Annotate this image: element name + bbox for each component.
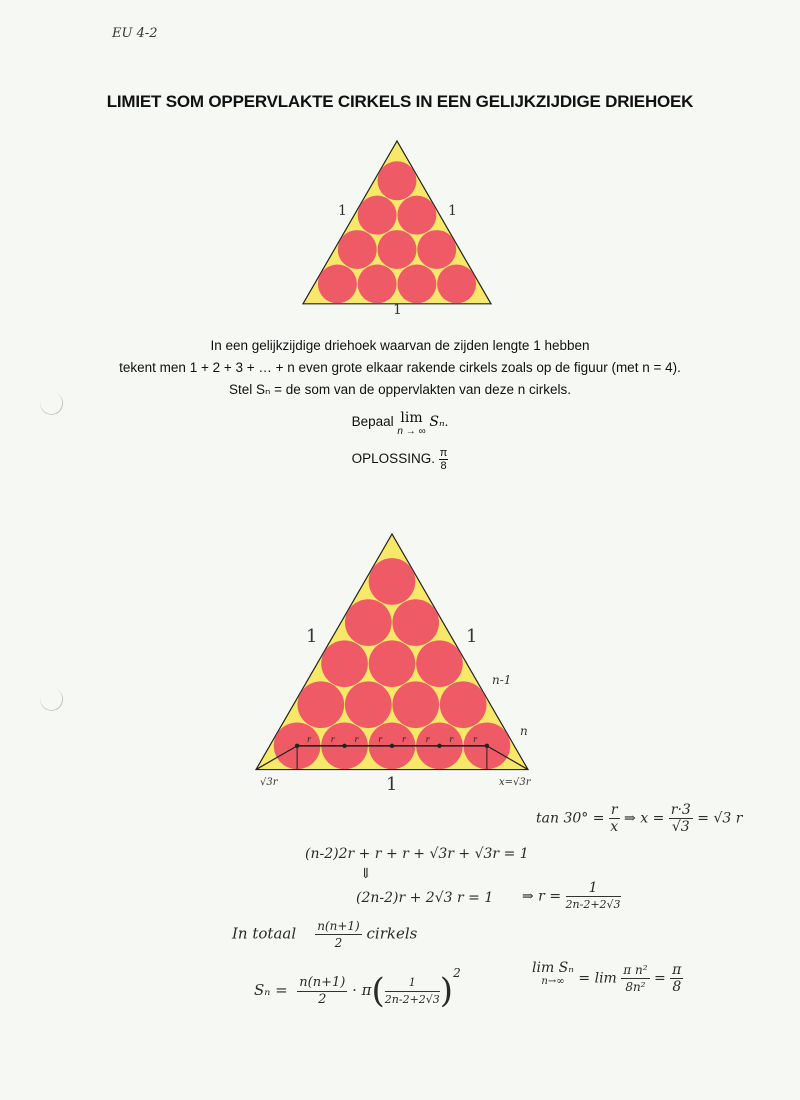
limit-res-den: 8 xyxy=(672,979,682,995)
r-den: 2n-2+2√3 xyxy=(565,898,621,911)
fig2-right-side-label: 1 xyxy=(466,626,478,647)
tan-f2-num: r·3 xyxy=(670,802,691,818)
packed-circle xyxy=(392,599,439,646)
packed-circle xyxy=(369,640,416,687)
limit-handwritten xyxy=(532,962,574,988)
sn-inner-num: 1 xyxy=(385,975,440,992)
packed-circle xyxy=(416,640,463,687)
limit-hw-word: lim Sₙ xyxy=(532,960,574,976)
packed-circle xyxy=(378,230,417,269)
row-label-n-minus-1: n-1 xyxy=(492,673,512,687)
packed-circle xyxy=(297,681,344,728)
limit-word: lim xyxy=(400,410,423,426)
r-arrow: ⇒ r = xyxy=(522,888,562,905)
figure-small-triangle xyxy=(300,138,494,306)
limit-subscript: n → ∞ xyxy=(397,426,426,437)
packed-circle xyxy=(397,264,436,303)
row-label-n: n xyxy=(520,724,528,738)
packed-circle xyxy=(440,681,487,728)
solution-numerator: π xyxy=(439,447,448,459)
center-dot xyxy=(437,744,441,748)
equation-1-arrow: ⇓ xyxy=(360,866,372,882)
total-num: n(n+1) xyxy=(317,919,360,933)
sn-inner-den: 2n-2+2√3 xyxy=(384,992,440,1006)
packed-circle xyxy=(358,264,397,303)
sn-inner-fraction xyxy=(385,975,440,1008)
center-dot xyxy=(390,744,394,748)
radius-label: r xyxy=(307,734,311,744)
problem-line-2: tekent men 1 + 2 + 3 + … + n even grote elkaar rakende cirkels zoals op de figuur (met n = 4). xyxy=(119,360,681,375)
total-label: In totaal xyxy=(232,924,297,943)
limit-fraction xyxy=(621,962,649,995)
fig2-bottom-side-label: 1 xyxy=(386,774,398,795)
tan-equation xyxy=(536,802,742,835)
radius-label: r xyxy=(473,734,477,744)
equation-2: (2n-2)r + 2√3 r = 1 xyxy=(356,890,494,906)
solution-line xyxy=(0,447,800,472)
tan-f1-num: r xyxy=(610,802,618,818)
right-foot-label: x=√3r xyxy=(499,777,531,788)
sn-f-den: 2 xyxy=(318,991,327,1007)
limit-eq2: = xyxy=(653,970,666,987)
radius-label: r xyxy=(401,734,406,744)
sn-power: 2 xyxy=(453,966,461,980)
solution-fraction xyxy=(439,447,449,472)
tan-fraction-2 xyxy=(669,802,693,835)
solution-denominator: 8 xyxy=(440,460,447,472)
binder-hole-bottom xyxy=(37,685,66,714)
limit-result-fraction xyxy=(670,962,683,995)
center-dot xyxy=(485,744,489,748)
corner-note: EU 4-2 xyxy=(112,26,158,41)
problem-line-1: In een gelijkzijdige driehoek waarvan de zijden lengte 1 hebben xyxy=(210,338,590,353)
packed-circle xyxy=(318,264,357,303)
figure-large-triangle xyxy=(250,528,540,778)
page-title: LIMIET SOM OPPERVLAKTE CIRKELS IN EEN GELIJKZIJDIGE DRIEHOEK xyxy=(106,92,694,111)
radius-label: r xyxy=(425,734,430,744)
center-dot xyxy=(295,744,299,748)
limit-result xyxy=(532,962,683,995)
question-suffix: . xyxy=(444,414,449,429)
solution-label: OPLOSSING. xyxy=(351,451,435,467)
packed-circle xyxy=(345,599,392,646)
center-dot xyxy=(342,744,346,748)
packed-circle xyxy=(392,681,439,728)
sn-lhs: Sₙ = xyxy=(254,981,288,999)
packed-circle xyxy=(397,196,436,235)
packed-circle xyxy=(345,681,392,728)
sn-f-num: n(n+1) xyxy=(299,974,346,990)
tan-rhs: = √3 r xyxy=(697,810,743,827)
total-circles xyxy=(232,918,417,951)
question-variable: Sₙ xyxy=(429,414,445,430)
packed-circle xyxy=(358,196,397,235)
r-fraction xyxy=(566,880,621,913)
tan-lhs: tan 30° = xyxy=(536,810,605,827)
limit-eq: = lim xyxy=(578,970,617,987)
packed-circle xyxy=(338,230,377,269)
question-prefix: Bepaal xyxy=(351,414,394,429)
tan-f1-den: x xyxy=(610,819,619,835)
sn-fraction xyxy=(297,975,347,1008)
fig1-left-side-label: 1 xyxy=(338,203,347,219)
r-num: 1 xyxy=(566,880,621,897)
packed-circle xyxy=(321,640,368,687)
fig2-left-side-label: 1 xyxy=(306,626,318,647)
limit-res-num: π xyxy=(672,962,682,978)
limit-f-num: π n² xyxy=(623,963,648,977)
problem-line-3: Stel Sₙ = de som van de oppervlakten van deze n cirkels. xyxy=(229,382,571,397)
r-solution xyxy=(522,880,621,913)
radius-label: r xyxy=(449,734,454,744)
fig1-right-side-label: 1 xyxy=(448,203,457,219)
total-suffix: cirkels xyxy=(366,924,418,943)
packed-circle xyxy=(378,161,417,200)
radius-label: r xyxy=(354,734,359,744)
limit-hw-sub: n→∞ xyxy=(541,976,565,987)
fig1-bottom-side-label: 1 xyxy=(393,302,402,318)
sn-mid: · π xyxy=(352,981,372,999)
radius-label: r xyxy=(330,734,335,744)
packed-circle xyxy=(369,558,416,605)
packed-circle xyxy=(437,264,476,303)
problem-question xyxy=(0,412,800,438)
total-den: 2 xyxy=(334,936,343,950)
left-foot-label: √3r xyxy=(260,777,278,788)
tan-f2-den: √3 xyxy=(671,819,690,835)
equation-1: (n-2)2r + r + r + √3r + √3r = 1 xyxy=(305,846,529,862)
limit-expression xyxy=(397,412,425,438)
tan-arrow: ⇒ x = xyxy=(624,810,665,827)
tan-fraction-1 xyxy=(609,802,620,835)
total-fraction xyxy=(315,918,362,951)
sn-formula: Sₙ = $\frac{n(n+1)}{2}$ · π( $\frac{1}{2n-2+2√3}$ )$^2$ xyxy=(254,966,461,1011)
packed-circle xyxy=(417,230,456,269)
limit-f-den: 8n² xyxy=(625,980,646,994)
radius-label: r xyxy=(378,734,383,744)
